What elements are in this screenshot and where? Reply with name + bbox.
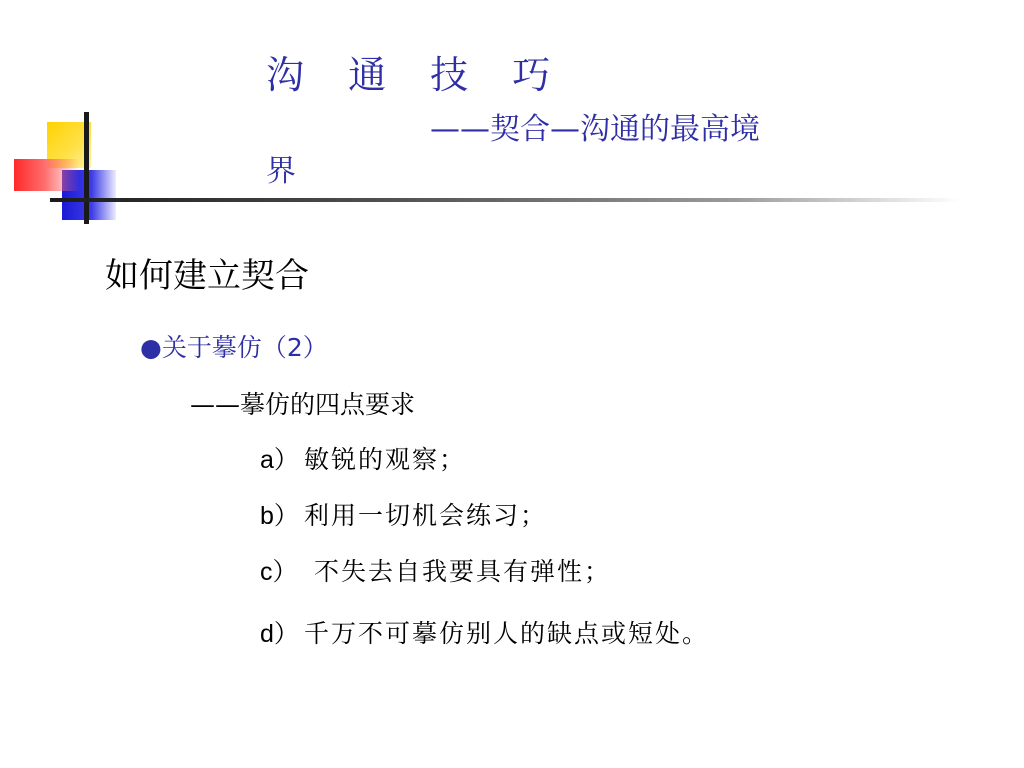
list-item-label: c） bbox=[260, 558, 298, 586]
list-item-label: a） bbox=[260, 446, 299, 474]
list-item-text: 千万不可摹仿别人的缺点或短处。 bbox=[304, 619, 710, 648]
sub-heading: ——摹仿的四点要求 bbox=[190, 390, 416, 419]
list-item bbox=[260, 614, 709, 650]
list-item-label: d） bbox=[260, 620, 299, 648]
list-item-text: 敏锐的观察； bbox=[304, 445, 467, 474]
bullet-text: 关于摹仿（2） bbox=[161, 333, 328, 362]
slide-subtitle: ——契合—沟通的最高境 bbox=[430, 112, 760, 147]
decor-vertical-rule bbox=[84, 112, 89, 224]
title-divider bbox=[50, 198, 960, 202]
bullet-item bbox=[140, 328, 328, 364]
slide-subtitle-continued: 界 bbox=[266, 154, 296, 189]
list-item bbox=[260, 440, 466, 476]
list-item-text: 利用一切机会练习； bbox=[304, 501, 548, 530]
decor-red-bar bbox=[14, 159, 80, 191]
list-item-text: 不失去自我要具有弹性； bbox=[304, 557, 611, 586]
list-item-label: b） bbox=[260, 502, 299, 530]
slide-title: 沟 通 技 巧 bbox=[266, 53, 567, 97]
list-item bbox=[260, 552, 611, 588]
section-heading: 如何建立契合 bbox=[105, 256, 309, 296]
bullet-dot-icon: ● bbox=[140, 333, 162, 362]
list-item bbox=[260, 496, 547, 532]
